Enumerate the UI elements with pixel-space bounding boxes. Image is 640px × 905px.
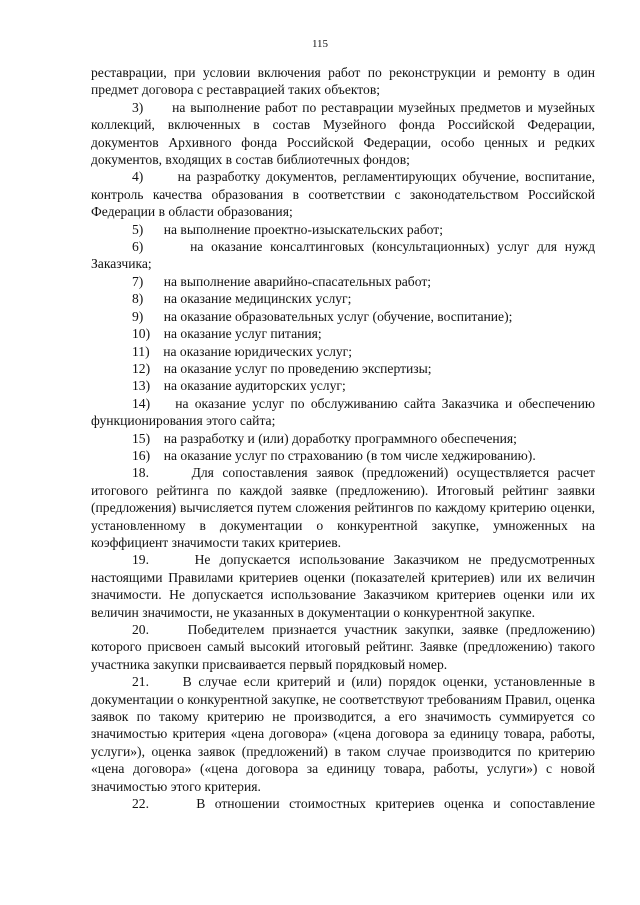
clause-text: Победителем признается участник закупки, заявке (предложению) которого присвоен самый высокий итоговый рейтинг. Заявке (предложению) такого участника закупки присваивается первый порядковый номер. <box>91 622 595 672</box>
item-text: на оказание образовательных услуг (обучение, воспитание); <box>163 308 513 324</box>
item-number: 4) <box>132 169 144 185</box>
clause-21 <box>91 673 595 795</box>
item-number: 5) <box>132 221 144 237</box>
clause-number: 19. <box>132 552 149 568</box>
clause-number: 22. <box>132 796 149 812</box>
item-number: 3) <box>132 99 144 115</box>
list-item-9 <box>91 308 595 325</box>
item-number: 11) <box>132 343 150 359</box>
list-item-3 <box>91 99 595 169</box>
list-item-5 <box>91 221 595 238</box>
item-number: 15) <box>132 430 151 446</box>
item-number: 10) <box>132 326 151 342</box>
list-item-14 <box>91 395 595 430</box>
item-number: 9) <box>132 308 144 324</box>
item-text: на оказание услуг по проведению экспертизы; <box>163 360 432 376</box>
item-text: на оказание консалтинговых (консультационных) услуг для нужд Заказчика; <box>91 239 596 272</box>
item-number: 13) <box>132 378 151 394</box>
item-number: 6) <box>132 239 144 255</box>
item-text: на оказание услуг по страхованию (в том числе хеджированию). <box>163 447 536 463</box>
clause-20 <box>91 621 595 673</box>
item-number: 12) <box>132 360 151 376</box>
item-text: на выполнение аварийно-спасательных работ; <box>163 273 432 289</box>
item-text: на оказание аудиторских услуг; <box>163 378 346 394</box>
document-body <box>91 64 595 812</box>
item-text: на оказание медицинских услуг; <box>163 291 352 307</box>
clause-text: Для сопоставления заявок (предложений) осуществляется расчет итогового рейтинга по каждой заявке (предложению). Итоговый рейтинг заявки (предложения) вычисляется путем сложения рейтингов по каждому критерию оценки, установленному в документации о конкурентной закупке, умноженных на коэффициент значимости таких критериев. <box>91 465 595 550</box>
clause-22 <box>91 795 595 812</box>
clause-number: 21. <box>132 674 149 690</box>
item-text: на оказание юридических услуг; <box>163 343 353 359</box>
list-item-16 <box>91 447 595 464</box>
clause-text: Не допускается использование Заказчиком не предусмотренных настоящими Правилами критериев оценки (показателей критериев) или их величин значимости. Не допускается использование Заказчиком критериев оценки или их величин значимости, не указанных в документации о конкурентной закупке. <box>91 552 595 620</box>
list-item-11 <box>91 343 595 360</box>
list-item-7 <box>91 273 595 290</box>
clause-18 <box>91 464 595 551</box>
page-number: 115 <box>311 38 329 50</box>
clause-number: 20. <box>132 622 149 637</box>
item-number: 7) <box>132 273 144 289</box>
item-text: на выполнение проектно-изыскательских работ; <box>163 221 444 237</box>
list-item-4 <box>91 168 595 220</box>
list-item-10 <box>91 325 595 342</box>
item-text: на оказание услуг питания; <box>163 326 322 342</box>
item-text: на оказание услуг по обслуживанию сайта Заказчика и обеспечению функционирования этого сайта; <box>91 395 596 429</box>
item-text: на разработку и (или) доработку программного обеспечения; <box>163 430 517 446</box>
item-text: на выполнение работ по реставрации музейных предметов и музейных коллекций, включенных в состав Музейного фонда Российской Федерации, документов Архивного фонда Российской Федерации, особо ценных и редких документов, входящих в состав библиотечных фондов; <box>91 99 595 168</box>
item-text: на разработку документов, регламентирующих обучение, воспитание, контроль качества образования в соответствии с законодательством Российской Федерации в области образования; <box>91 169 595 220</box>
list-item-8 <box>91 290 595 307</box>
list-item-12 <box>91 360 595 377</box>
item-number: 14) <box>132 395 151 411</box>
clause-19 <box>91 551 595 621</box>
list-item-6 <box>91 238 595 273</box>
list-item-13 <box>91 377 595 394</box>
item-number: 16) <box>132 447 151 463</box>
clause-text: В случае если критерий и (или) порядок оценки, установленные в документации о конкурентной закупке, не соответствуют требованиям Правил, оценка заявок по такому критерию не производится, а его значимость суммируется со значимостью критерия «цена договора» («цена договора за единицу товара, работы, услуги»), оценка заявок (предложений) в таком случае производится по критерию «цена договора» («цена договора за единицу товара, работы, услуги») с новой значимостью этого критерия. <box>91 674 595 794</box>
clause-text: В отношении стоимостных критериев оценка и сопоставление <box>196 796 595 812</box>
clause-number: 18. <box>132 465 149 481</box>
paragraph-continuation: реставрации, при условии включения работ по реконструкции и ремонту в один предмет договора с реставрацией таких объектов; <box>91 65 595 98</box>
list-item-15 <box>91 430 595 447</box>
item-number: 8) <box>132 291 144 307</box>
